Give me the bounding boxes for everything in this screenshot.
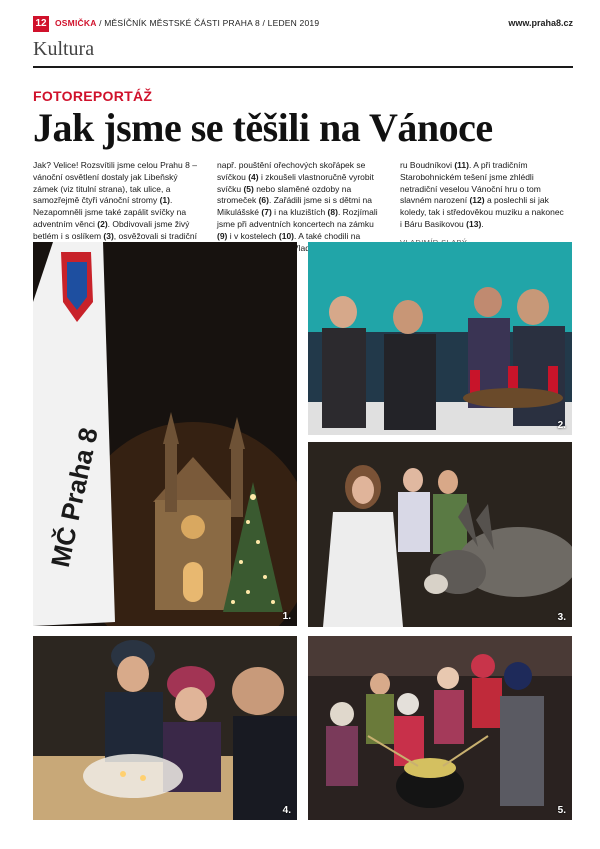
photo-4-walnut-candles (33, 636, 297, 820)
photo-4-label: 4. (282, 805, 291, 816)
page-header (33, 16, 573, 32)
article-text: a poslechli si jak koledy, tak i středověkou muziku a nakonec i Báru Basikovou (400, 195, 564, 229)
website-link[interactable]: www.praha8.cz (508, 18, 573, 28)
article-text: i v kostelech (227, 230, 279, 241)
photo-reference: (8) (327, 207, 338, 218)
article-column-2 (217, 160, 385, 254)
section-title: Kultura (33, 38, 95, 60)
article-text: . Nezapomněli jsme také zapálit svíčky na adventním věnci (33, 195, 187, 229)
issue-info: / MĚSÍČNÍK MĚSTSKÉ ČÁSTI PRAHA 8 / LEDEN 2019 (96, 18, 320, 28)
photo-5-illustration (308, 636, 572, 820)
article-text: Jak? Velice! Rozsvítili jsme celou Prahu 8 – vánoční osvětlení dostaly jak Libeňský zámek (viz titulní strana), tak ulice, a samozřejmě čtyři vánoční stromy (33, 160, 197, 206)
article-column-3 (400, 160, 568, 249)
article-column-3-text (400, 160, 568, 231)
photo-reference: (1) (159, 195, 170, 206)
article-text: i na kluzištích (271, 207, 328, 218)
photo-1-church-night (33, 242, 297, 626)
photo-2-label: 2. (557, 420, 566, 431)
article-text: ru Boudníkovi (400, 160, 455, 170)
photo-5-label: 5. (557, 805, 566, 816)
photo-reference: (3) (103, 230, 114, 241)
article-text: i zkoušeli vlastnoručně vyrobit svíčku (217, 171, 374, 194)
photo-3-illustration (308, 442, 572, 627)
issue-line (55, 18, 319, 28)
photo-reference: (10) (278, 230, 295, 241)
kicker: FOTOREPORTÁŽ (33, 88, 153, 104)
article-text: . A při tradičním Starobohnickém tešení jsme zhlédli netradiční veselou Vánoční hru o tom slavném narození (400, 160, 541, 206)
photo-reference: (6) (258, 195, 269, 206)
article-column-1 (33, 160, 201, 254)
banner-text: MČ Praha 8 (45, 424, 104, 570)
article-text: . A také chodili na (294, 230, 361, 241)
photo-reference: (4) (248, 171, 259, 182)
photo-reference: (2) (97, 218, 108, 229)
photo-2-illustration (308, 242, 572, 435)
photo-4-illustration (33, 636, 297, 820)
photo-reference: (5) (243, 183, 254, 194)
banner-text-wrap (45, 382, 105, 612)
photo-1-label: 1. (282, 611, 291, 622)
photo-2-advent-wreath (308, 242, 572, 435)
photo-reference: (12) (469, 195, 485, 206)
magazine-name: OSMIČKA (55, 18, 97, 28)
photo-5-candle-making (308, 636, 572, 820)
photo-reference: (7) (261, 207, 272, 218)
article-text: . Zařádili jsme si s dětmi na Mikulášské (217, 195, 372, 218)
section-divider (33, 66, 573, 68)
photo-reference: (11) (454, 160, 469, 170)
article-text: např. pouštění ořechových skořápek se svíčkou (217, 160, 366, 182)
article-text: . Obdivovali jsme živý betlém i s oslíkem (33, 218, 190, 241)
photo-reference: (9) (217, 230, 228, 241)
article-text: , osvěžovali si tradiční (113, 230, 197, 241)
page-number: 12 (33, 16, 49, 32)
photo-reference: (13) (466, 218, 482, 229)
article-text: . (481, 218, 484, 229)
headline: Jak jsme se těšili na Vánoce (33, 105, 493, 150)
article-text: . Rozjímali jsme při adventních koncertech na zámku (217, 207, 378, 229)
article-text: nebo slaměné ozdoby na stromeček (217, 183, 352, 206)
photo-3-nativity-donkey (308, 442, 572, 627)
photo-3-label: 3. (557, 612, 566, 623)
